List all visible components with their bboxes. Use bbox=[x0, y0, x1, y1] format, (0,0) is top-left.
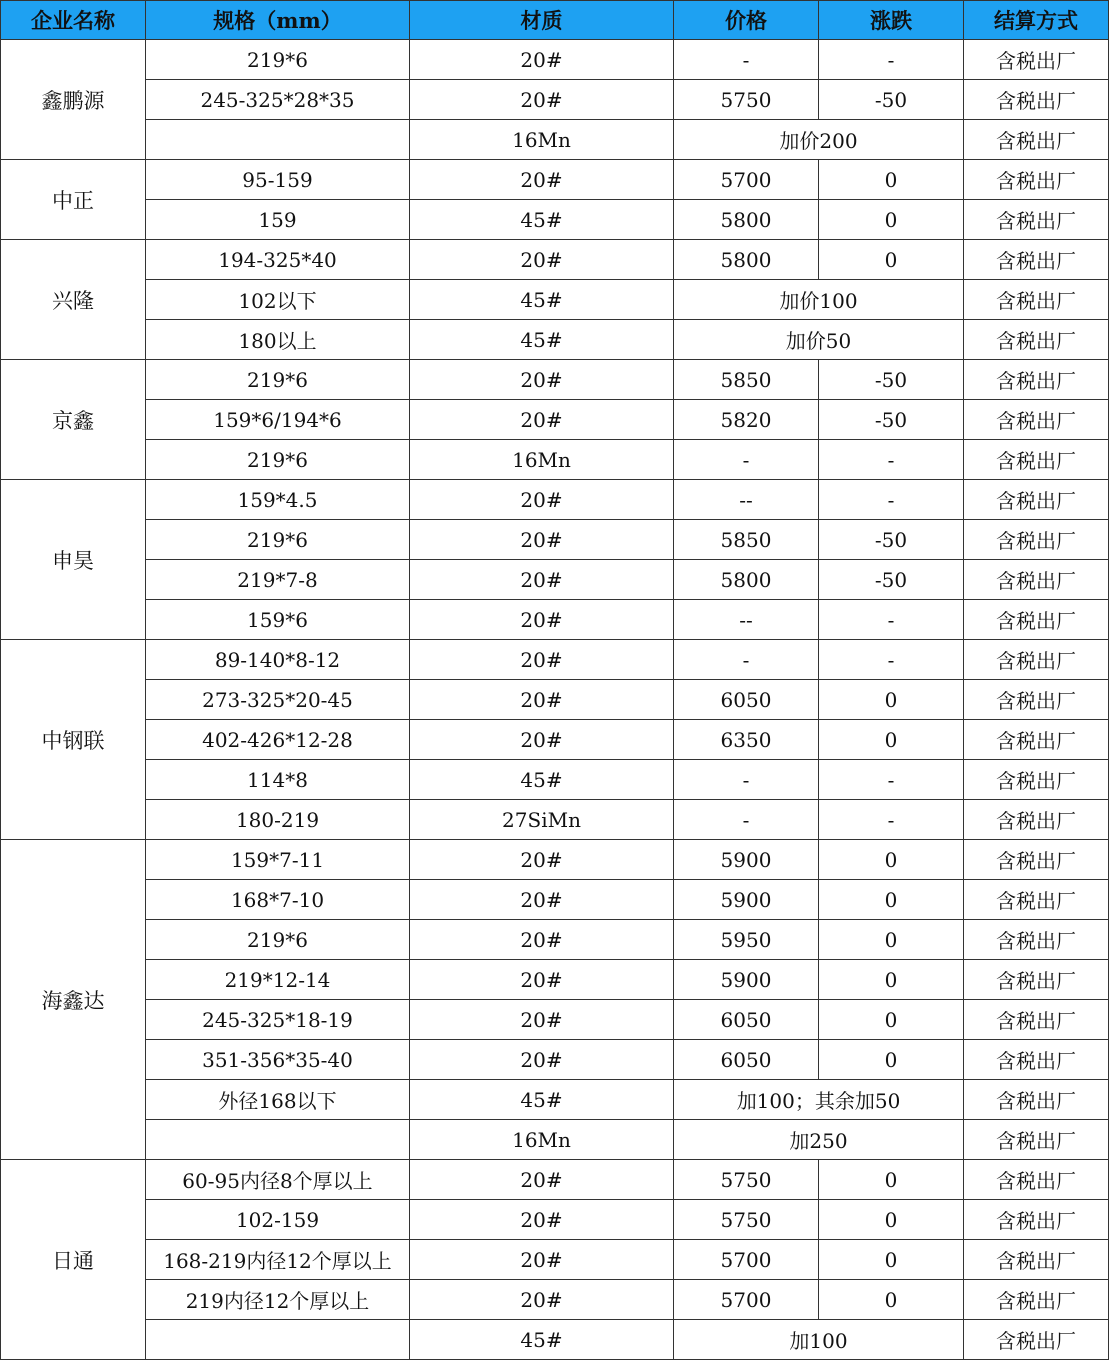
company-name-cell: 京鑫 bbox=[1, 360, 146, 480]
price-cell: 5850 bbox=[674, 360, 819, 400]
table-row bbox=[1, 120, 1109, 160]
material-cell: 20# bbox=[410, 680, 674, 720]
price-note-cell: 加价200 bbox=[674, 120, 964, 160]
material-cell: 16Mn bbox=[410, 120, 674, 160]
material-cell: 45# bbox=[410, 1080, 674, 1120]
price-cell: -- bbox=[674, 480, 819, 520]
spec-cell bbox=[146, 1320, 410, 1360]
change-cell: -50 bbox=[819, 400, 964, 440]
spec-cell bbox=[146, 120, 410, 160]
spec-cell: 159*7-11 bbox=[146, 840, 410, 880]
price-cell: - bbox=[674, 40, 819, 80]
spec-cell: 168*7-10 bbox=[146, 880, 410, 920]
spec-cell: 159*6 bbox=[146, 600, 410, 640]
material-cell: 20# bbox=[410, 1160, 674, 1200]
price-note-cell: 加100 bbox=[674, 1320, 964, 1360]
change-cell: 0 bbox=[819, 1280, 964, 1320]
material-cell: 45# bbox=[410, 200, 674, 240]
table-row bbox=[1, 520, 1109, 560]
spec-cell: 219*12-14 bbox=[146, 960, 410, 1000]
price-cell: - bbox=[674, 440, 819, 480]
change-cell: 0 bbox=[819, 720, 964, 760]
material-cell: 20# bbox=[410, 480, 674, 520]
material-cell: 20# bbox=[410, 920, 674, 960]
company-name-cell: 鑫鹏源 bbox=[1, 40, 146, 160]
header-spec: 规格（mm） bbox=[146, 1, 410, 40]
settlement-cell: 含税出厂 bbox=[964, 640, 1109, 680]
spec-cell: 219*7-8 bbox=[146, 560, 410, 600]
price-note-cell: 加100；其余加50 bbox=[674, 1080, 964, 1120]
table-row bbox=[1, 280, 1109, 320]
material-cell: 20# bbox=[410, 960, 674, 1000]
spec-cell: 245-325*18-19 bbox=[146, 1000, 410, 1040]
settlement-cell: 含税出厂 bbox=[964, 720, 1109, 760]
settlement-cell: 含税出厂 bbox=[964, 480, 1109, 520]
price-note-cell: 加250 bbox=[674, 1120, 964, 1160]
price-cell: 5750 bbox=[674, 80, 819, 120]
material-cell: 45# bbox=[410, 320, 674, 360]
table-row bbox=[1, 1080, 1109, 1120]
material-cell: 20# bbox=[410, 1240, 674, 1280]
price-cell: 5750 bbox=[674, 1200, 819, 1240]
header-price: 价格 bbox=[674, 1, 819, 40]
spec-cell: 402-426*12-28 bbox=[146, 720, 410, 760]
settlement-cell: 含税出厂 bbox=[964, 120, 1109, 160]
price-note-cell: 加价100 bbox=[674, 280, 964, 320]
material-cell: 20# bbox=[410, 880, 674, 920]
settlement-cell: 含税出厂 bbox=[964, 1280, 1109, 1320]
table-row bbox=[1, 80, 1109, 120]
material-cell: 20# bbox=[410, 640, 674, 680]
header-change: 涨跌 bbox=[819, 1, 964, 40]
change-cell: -50 bbox=[819, 520, 964, 560]
header-company: 企业名称 bbox=[1, 1, 146, 40]
change-cell: 0 bbox=[819, 1200, 964, 1240]
spec-cell: 89-140*8-12 bbox=[146, 640, 410, 680]
material-cell: 20# bbox=[410, 720, 674, 760]
material-cell: 27SiMn bbox=[410, 800, 674, 840]
table-row bbox=[1, 440, 1109, 480]
change-cell: - bbox=[819, 480, 964, 520]
spec-cell: 168-219内径12个厚以上 bbox=[146, 1240, 410, 1280]
change-cell: -50 bbox=[819, 360, 964, 400]
change-cell: - bbox=[819, 440, 964, 480]
table-row bbox=[1, 760, 1109, 800]
table-header bbox=[1, 1, 1109, 40]
material-cell: 20# bbox=[410, 520, 674, 560]
spec-cell: 102以下 bbox=[146, 280, 410, 320]
spec-cell: 60-95内径8个厚以上 bbox=[146, 1160, 410, 1200]
settlement-cell: 含税出厂 bbox=[964, 1120, 1109, 1160]
settlement-cell: 含税出厂 bbox=[964, 1040, 1109, 1080]
table-row bbox=[1, 600, 1109, 640]
company-name-cell: 日通 bbox=[1, 1160, 146, 1360]
change-cell: 0 bbox=[819, 840, 964, 880]
table-row bbox=[1, 160, 1109, 200]
material-cell: 20# bbox=[410, 360, 674, 400]
settlement-cell: 含税出厂 bbox=[964, 680, 1109, 720]
table-row bbox=[1, 560, 1109, 600]
settlement-cell: 含税出厂 bbox=[964, 1200, 1109, 1240]
company-name-cell: 海鑫达 bbox=[1, 840, 146, 1160]
company-name-cell: 申昊 bbox=[1, 480, 146, 640]
table-row bbox=[1, 400, 1109, 440]
settlement-cell: 含税出厂 bbox=[964, 40, 1109, 80]
table-row bbox=[1, 720, 1109, 760]
spec-cell: 219*6 bbox=[146, 520, 410, 560]
spec-cell: 273-325*20-45 bbox=[146, 680, 410, 720]
price-cell: -- bbox=[674, 600, 819, 640]
settlement-cell: 含税出厂 bbox=[964, 960, 1109, 1000]
material-cell: 20# bbox=[410, 80, 674, 120]
change-cell: -50 bbox=[819, 80, 964, 120]
price-cell: 6050 bbox=[674, 680, 819, 720]
price-cell: 5820 bbox=[674, 400, 819, 440]
spec-cell: 219*6 bbox=[146, 440, 410, 480]
company-name-cell: 中正 bbox=[1, 160, 146, 240]
table-row bbox=[1, 960, 1109, 1000]
table-row bbox=[1, 800, 1109, 840]
table-row bbox=[1, 480, 1109, 520]
settlement-cell: 含税出厂 bbox=[964, 1080, 1109, 1120]
spec-cell: 219*6 bbox=[146, 40, 410, 80]
settlement-cell: 含税出厂 bbox=[964, 160, 1109, 200]
material-cell: 20# bbox=[410, 1200, 674, 1240]
company-name-cell: 中钢联 bbox=[1, 640, 146, 840]
settlement-cell: 含税出厂 bbox=[964, 800, 1109, 840]
table-row bbox=[1, 640, 1109, 680]
spec-cell: 180以上 bbox=[146, 320, 410, 360]
material-cell: 20# bbox=[410, 240, 674, 280]
material-cell: 20# bbox=[410, 1000, 674, 1040]
table-row bbox=[1, 1120, 1109, 1160]
spec-cell: 102-159 bbox=[146, 1200, 410, 1240]
table-row bbox=[1, 1200, 1109, 1240]
material-cell: 20# bbox=[410, 400, 674, 440]
change-cell: 0 bbox=[819, 200, 964, 240]
settlement-cell: 含税出厂 bbox=[964, 240, 1109, 280]
settlement-cell: 含税出厂 bbox=[964, 400, 1109, 440]
spec-cell: 159*4.5 bbox=[146, 480, 410, 520]
change-cell: 0 bbox=[819, 680, 964, 720]
material-cell: 45# bbox=[410, 280, 674, 320]
settlement-cell: 含税出厂 bbox=[964, 1000, 1109, 1040]
settlement-cell: 含税出厂 bbox=[964, 440, 1109, 480]
price-cell: 5700 bbox=[674, 160, 819, 200]
spec-cell: 351-356*35-40 bbox=[146, 1040, 410, 1080]
price-cell: - bbox=[674, 800, 819, 840]
material-cell: 20# bbox=[410, 1280, 674, 1320]
table-row bbox=[1, 1320, 1109, 1360]
settlement-cell: 含税出厂 bbox=[964, 560, 1109, 600]
change-cell: - bbox=[819, 640, 964, 680]
table-row bbox=[1, 840, 1109, 880]
settlement-cell: 含税出厂 bbox=[964, 320, 1109, 360]
price-cell: 5800 bbox=[674, 240, 819, 280]
table-row bbox=[1, 200, 1109, 240]
price-cell: 5800 bbox=[674, 560, 819, 600]
price-cell: 6350 bbox=[674, 720, 819, 760]
change-cell: - bbox=[819, 600, 964, 640]
material-cell: 16Mn bbox=[410, 1120, 674, 1160]
table-row bbox=[1, 1160, 1109, 1200]
table-row bbox=[1, 920, 1109, 960]
material-cell: 20# bbox=[410, 40, 674, 80]
change-cell: 0 bbox=[819, 1240, 964, 1280]
settlement-cell: 含税出厂 bbox=[964, 920, 1109, 960]
change-cell: - bbox=[819, 40, 964, 80]
price-cell: 5950 bbox=[674, 920, 819, 960]
material-cell: 16Mn bbox=[410, 440, 674, 480]
company-name-cell: 兴隆 bbox=[1, 240, 146, 360]
settlement-cell: 含税出厂 bbox=[964, 80, 1109, 120]
table-row bbox=[1, 680, 1109, 720]
price-cell: 5900 bbox=[674, 840, 819, 880]
table-row bbox=[1, 240, 1109, 280]
header-settlement: 结算方式 bbox=[964, 1, 1109, 40]
material-cell: 20# bbox=[410, 560, 674, 600]
price-cell: 6050 bbox=[674, 1040, 819, 1080]
price-cell: 6050 bbox=[674, 1000, 819, 1040]
table-row bbox=[1, 40, 1109, 80]
price-note-cell: 加价50 bbox=[674, 320, 964, 360]
price-cell: 5750 bbox=[674, 1160, 819, 1200]
table-row bbox=[1, 1240, 1109, 1280]
table-row bbox=[1, 320, 1109, 360]
table-row bbox=[1, 360, 1109, 400]
material-cell: 45# bbox=[410, 760, 674, 800]
settlement-cell: 含税出厂 bbox=[964, 760, 1109, 800]
spec-cell: 219内径12个厚以上 bbox=[146, 1280, 410, 1320]
spec-cell: 219*6 bbox=[146, 920, 410, 960]
spec-cell: 159*6/194*6 bbox=[146, 400, 410, 440]
table-body bbox=[1, 40, 1109, 1360]
spec-cell: 245-325*28*35 bbox=[146, 80, 410, 120]
settlement-cell: 含税出厂 bbox=[964, 600, 1109, 640]
change-cell: 0 bbox=[819, 920, 964, 960]
settlement-cell: 含税出厂 bbox=[964, 520, 1109, 560]
price-cell: 5700 bbox=[674, 1240, 819, 1280]
settlement-cell: 含税出厂 bbox=[964, 840, 1109, 880]
header-row bbox=[1, 1, 1109, 40]
price-cell: - bbox=[674, 640, 819, 680]
material-cell: 45# bbox=[410, 1320, 674, 1360]
material-cell: 20# bbox=[410, 160, 674, 200]
price-cell: 5900 bbox=[674, 880, 819, 920]
spec-cell: 95-159 bbox=[146, 160, 410, 200]
change-cell: 0 bbox=[819, 1160, 964, 1200]
settlement-cell: 含税出厂 bbox=[964, 880, 1109, 920]
change-cell: 0 bbox=[819, 1040, 964, 1080]
table-row bbox=[1, 880, 1109, 920]
change-cell: - bbox=[819, 800, 964, 840]
change-cell: - bbox=[819, 760, 964, 800]
material-cell: 20# bbox=[410, 600, 674, 640]
spec-cell: 159 bbox=[146, 200, 410, 240]
price-cell: 5850 bbox=[674, 520, 819, 560]
material-cell: 20# bbox=[410, 840, 674, 880]
change-cell: 0 bbox=[819, 240, 964, 280]
change-cell: 0 bbox=[819, 1000, 964, 1040]
table-row bbox=[1, 1040, 1109, 1080]
header-material: 材质 bbox=[410, 1, 674, 40]
spec-cell: 114*8 bbox=[146, 760, 410, 800]
spec-cell: 194-325*40 bbox=[146, 240, 410, 280]
change-cell: 0 bbox=[819, 880, 964, 920]
material-cell: 20# bbox=[410, 1040, 674, 1080]
change-cell: 0 bbox=[819, 960, 964, 1000]
settlement-cell: 含税出厂 bbox=[964, 1160, 1109, 1200]
price-cell: 5900 bbox=[674, 960, 819, 1000]
price-cell: 5700 bbox=[674, 1280, 819, 1320]
price-cell: - bbox=[674, 760, 819, 800]
table-row bbox=[1, 1000, 1109, 1040]
settlement-cell: 含税出厂 bbox=[964, 360, 1109, 400]
settlement-cell: 含税出厂 bbox=[964, 1320, 1109, 1360]
spec-cell: 219*6 bbox=[146, 360, 410, 400]
settlement-cell: 含税出厂 bbox=[964, 200, 1109, 240]
change-cell: 0 bbox=[819, 160, 964, 200]
spec-cell bbox=[146, 1120, 410, 1160]
change-cell: -50 bbox=[819, 560, 964, 600]
spec-cell: 外径168以下 bbox=[146, 1080, 410, 1120]
table-row bbox=[1, 1280, 1109, 1320]
settlement-cell: 含税出厂 bbox=[964, 280, 1109, 320]
settlement-cell: 含税出厂 bbox=[964, 1240, 1109, 1280]
spec-cell: 180-219 bbox=[146, 800, 410, 840]
price-cell: 5800 bbox=[674, 200, 819, 240]
